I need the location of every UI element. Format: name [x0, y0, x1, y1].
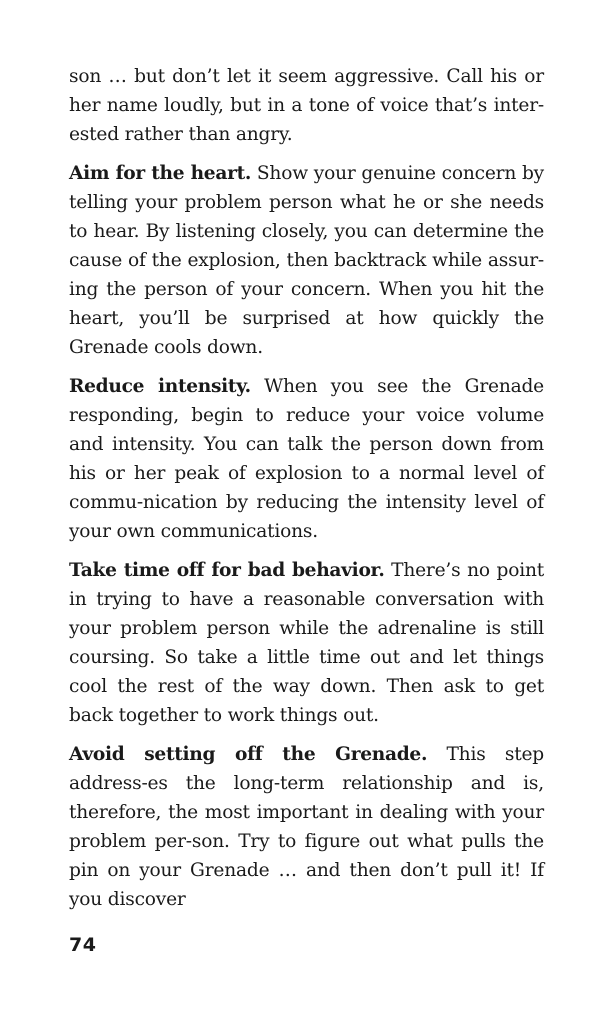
- paragraph-body: When you see the Grenade responding, begin to reduce your voice volume and intensity. You can talk the person down from his or her peak of explosion to a normal level of commu-nication by reducing the intensity level of your own communications.: [69, 376, 544, 542]
- paragraph-body: There’s no point in trying to have a reasonable conversation with your problem person while the adrenaline is still coursing. So take a little time out and let things cool the rest of the way down. Then ask to get back together to work things out.: [69, 560, 544, 726]
- body-text: [69, 62, 544, 924]
- paragraph-avoid-setting-off: [69, 740, 544, 914]
- paragraph-body: Show your genuine concern by telling your problem person what he or she needs to hear. By listening closely, you can determine the cause of the explosion, then backtrack while assur-ing the person of your concern. When you hit the heart, you’ll be surprised at how quickly the Grenade cools down.: [69, 163, 544, 358]
- paragraph-take-time-off: [69, 556, 544, 730]
- paragraph-lead: Reduce intensity.: [69, 376, 251, 397]
- paragraph-continuation: [69, 62, 544, 149]
- paragraph-body: This step address-es the long-term relationship and is, therefore, the most important in dealing with your problem per-son. Try to figure out what pulls the pin on your Grenade … and then don’t pull it! If you discover: [69, 744, 545, 910]
- page-number: 74: [69, 934, 97, 956]
- paragraph-lead: Take time off for bad behavior.: [69, 560, 385, 581]
- paragraph-body: son … but don’t let it seem aggressive. Call his or her name loudly, but in a tone of voice that’s inter-ested rather than angry.: [69, 66, 544, 145]
- paragraph-lead: Aim for the heart.: [69, 163, 252, 184]
- paragraph-lead: Avoid setting off the Grenade.: [69, 744, 428, 765]
- paragraph-aim-for-the-heart: [69, 159, 544, 362]
- paragraph-reduce-intensity: [69, 372, 544, 546]
